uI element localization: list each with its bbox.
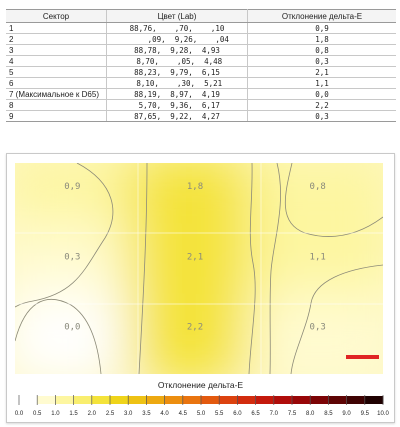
- table-row: [6, 45, 396, 56]
- scale-tick-label: 9.5: [360, 411, 369, 417]
- lab-cell: 8,70, ,05, 4,48: [107, 56, 248, 67]
- lab-cell: 87,65, 9,22, 4,27: [107, 111, 248, 122]
- sector-cell: 1: [6, 23, 107, 34]
- table-row: [6, 111, 396, 122]
- scale-tick-label: 5.5: [215, 411, 224, 417]
- scale-swatch: [237, 396, 256, 404]
- scale-swatch: [310, 396, 329, 404]
- sector-value-label: 0,9: [64, 182, 81, 192]
- sector-cell: 4: [6, 56, 107, 67]
- scale-tick-label: 9.0: [342, 411, 351, 417]
- scale-tick-label: 1.0: [51, 411, 60, 417]
- heatmap-cell-fill: [5, 294, 148, 384]
- table-row: [6, 67, 396, 78]
- scale-swatch: [219, 396, 238, 404]
- delta-e-cell: 2,2: [248, 100, 397, 111]
- scale-swatch: [37, 396, 56, 404]
- lab-cell: 8,10, ,30, 5,21: [107, 78, 248, 89]
- scale-swatch: [365, 396, 384, 404]
- sector-cell: 5: [6, 67, 107, 78]
- scale-swatch: [19, 396, 38, 404]
- sector-value-label: 2,2: [186, 322, 204, 333]
- lab-cell: 88,78, 9,28, 4,93: [107, 45, 248, 56]
- scale-tick-label: 2.5: [105, 411, 115, 417]
- sector-cell: 3: [6, 45, 107, 56]
- uniformity-panel: [6, 153, 395, 423]
- scale-tick-label: 0.0: [14, 411, 24, 417]
- scale-swatch: [55, 396, 74, 404]
- scale-tick-label: 5.0: [196, 411, 206, 417]
- delta-e-cell: 0,3: [248, 111, 397, 122]
- scale-swatch: [328, 396, 347, 404]
- delta-e-cell: 0,0: [248, 89, 397, 100]
- lab-cell: 88,19, 8,97, 4,19: [107, 89, 248, 100]
- table-row: [6, 34, 396, 45]
- scale-swatch: [74, 396, 93, 404]
- table-row: [6, 23, 396, 34]
- sector-cell: 7 (Максимальное к D65): [6, 89, 107, 100]
- sector-value-label: 0,8: [309, 182, 326, 192]
- scale-swatch: [128, 396, 147, 404]
- lab-cell: ,09, 9,26, ,04: [107, 34, 248, 45]
- uniformity-heatmap: [15, 163, 383, 374]
- sector-cell: 2: [6, 34, 107, 45]
- sector-cell: 6: [6, 78, 107, 89]
- sector-value-label: 1,1: [309, 252, 326, 263]
- delta-e-cell: 0,3: [248, 56, 397, 67]
- scale-swatch: [92, 396, 111, 404]
- scale-swatch: [274, 396, 293, 404]
- scale-swatch: [110, 396, 129, 404]
- scale-swatch: [165, 396, 184, 404]
- scale-tick-label: 8.5: [324, 411, 333, 417]
- lab-cell: 88,76, ,70, ,10: [107, 23, 248, 34]
- table-header-row: [6, 10, 396, 23]
- color-scale-bar: [15, 392, 387, 420]
- sector-value-label: 1,8: [186, 182, 204, 192]
- table-row: [6, 78, 396, 89]
- scale-tick-label: 0.5: [33, 411, 42, 417]
- table-row: [6, 89, 396, 100]
- table-row: [6, 56, 396, 67]
- scale-tick-label: 8.0: [306, 411, 315, 417]
- lab-cell: 88,23, 9,79, 6,15: [107, 67, 248, 78]
- sector-value-label: 0,3: [64, 252, 81, 263]
- scale-tick-label: 7.5: [287, 411, 297, 417]
- sector-cell: 9: [6, 111, 107, 122]
- scale-tick-label: 3.5: [142, 411, 151, 417]
- measurements-table: [6, 9, 396, 122]
- table-row: [6, 100, 396, 111]
- lab-cell: 5,70, 9,36, 6,17: [107, 100, 248, 111]
- scale-tick-label: 6.5: [251, 411, 260, 417]
- column-header-sector: Сектор: [6, 10, 107, 23]
- scale-tick-label: 4.5: [178, 411, 187, 417]
- delta-e-cell: 2,1: [248, 67, 397, 78]
- scale-tick-label: 3.0: [124, 411, 133, 417]
- scale-title: Отклонение дельта-Е: [157, 380, 244, 390]
- sector-value-label: 2,1: [186, 252, 204, 263]
- scale-tick-labels: [15, 411, 390, 417]
- delta-e-cell: 1,8: [248, 34, 397, 45]
- scale-tick-label: 7.0: [269, 411, 278, 417]
- sector-value-label: 0,3: [309, 322, 326, 333]
- scale-tick-label: 1.5: [69, 411, 78, 417]
- scale-tick-label: 10.0: [377, 411, 389, 417]
- delta-e-cell: 0,9: [248, 23, 397, 34]
- scale-swatch: [183, 396, 202, 404]
- accent-marker: [346, 355, 379, 359]
- scale-tick-label: 6.0: [233, 411, 242, 417]
- color-scale: [15, 392, 387, 420]
- sector-value-label: 0,0: [64, 322, 81, 333]
- sector-cell: 8: [6, 100, 107, 111]
- heatmap-cell-fill: [250, 294, 393, 384]
- scale-swatch: [347, 396, 366, 404]
- scale-ticks: [19, 395, 383, 405]
- scale-swatch: [146, 396, 165, 404]
- column-header-delta-e: Отклонение дельта-E: [248, 10, 397, 23]
- column-header-lab: Цвет (Lab): [107, 10, 248, 23]
- delta-e-cell: 1,1: [248, 78, 397, 89]
- scale-tick-label: 2.0: [87, 411, 96, 417]
- scale-swatch: [292, 396, 311, 404]
- delta-e-cell: 0,8: [248, 45, 397, 56]
- scale-swatch: [256, 396, 275, 404]
- scale-swatch: [201, 396, 220, 404]
- heatmap-canvas: [15, 163, 383, 374]
- scale-tick-label: 4.0: [160, 411, 169, 417]
